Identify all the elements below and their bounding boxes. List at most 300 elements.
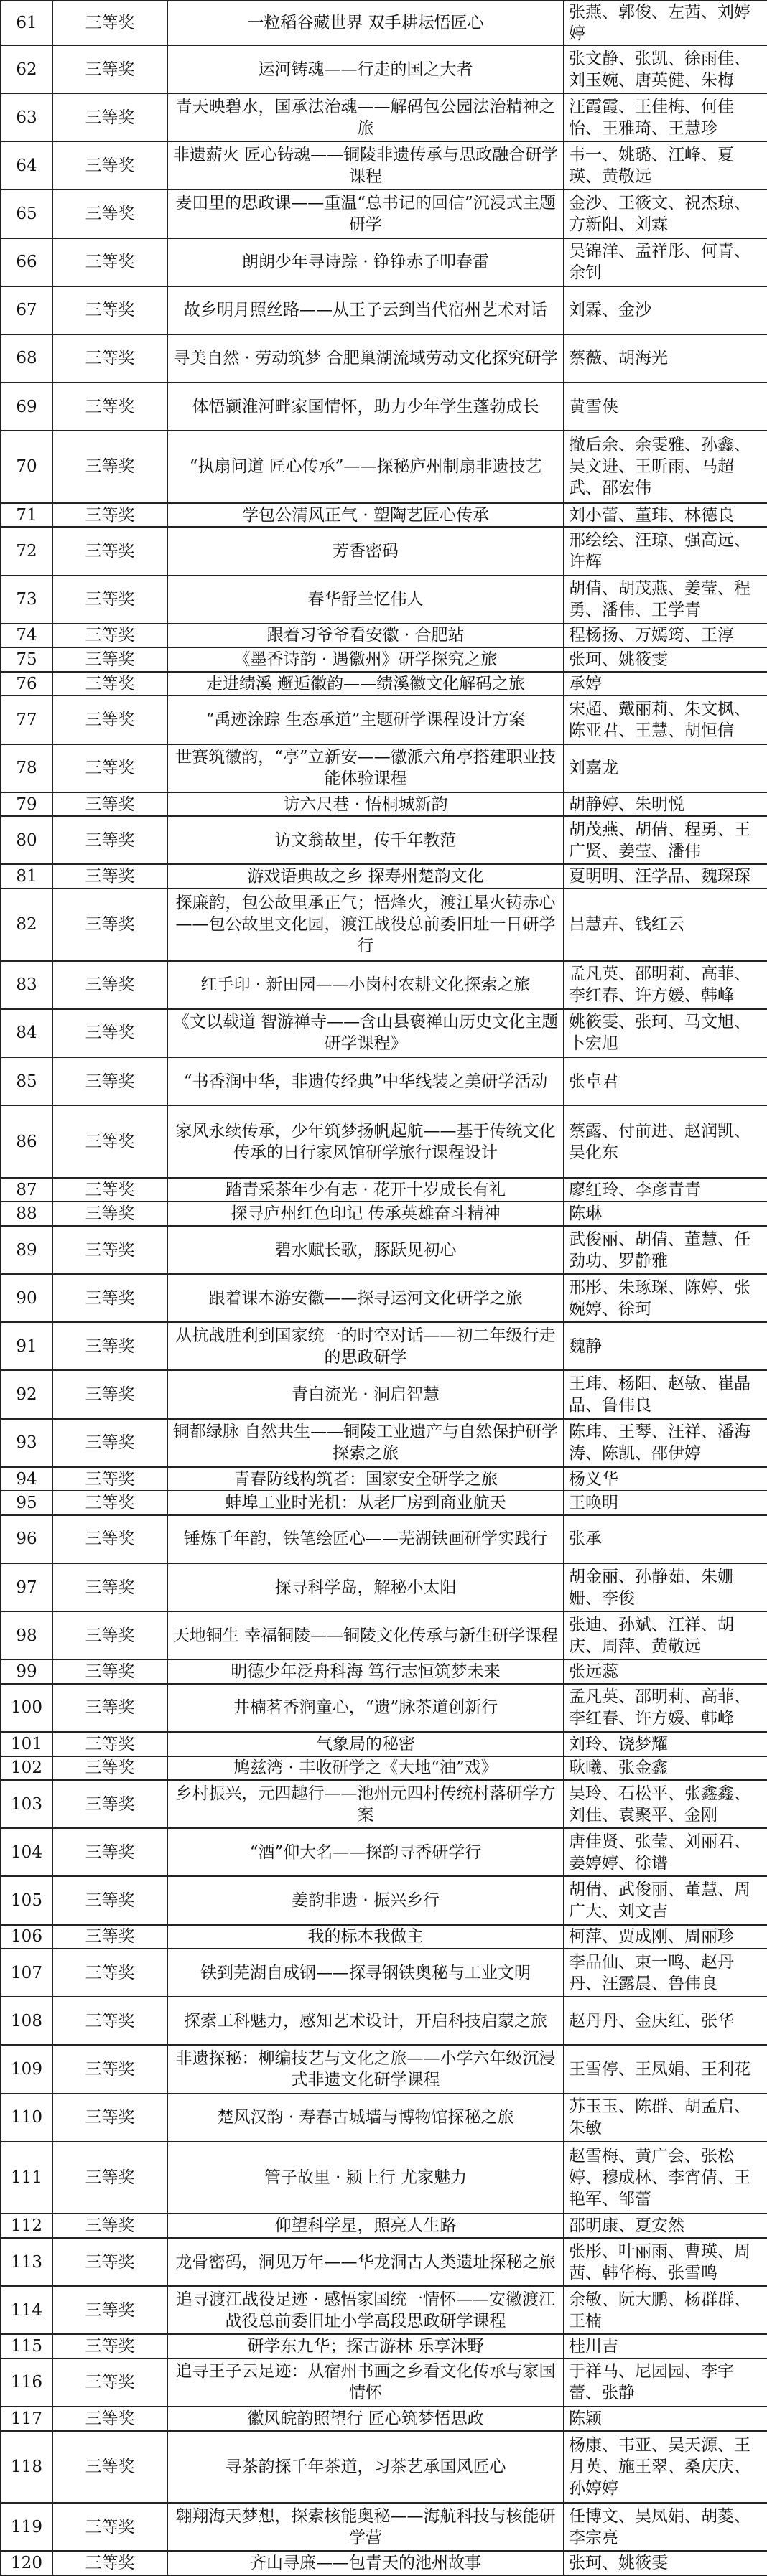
project-title: 踏青采茶年少有志 · 花开十岁成长有礼 xyxy=(167,1178,564,1202)
award-level: 三等奖 xyxy=(52,1563,167,1611)
award-level: 三等奖 xyxy=(52,1756,167,1781)
table-row xyxy=(1,1563,767,1611)
team-members: 邢彤、朱琢琛、陈婷、张婉婷、徐珂 xyxy=(564,1274,767,1322)
award-level: 三等奖 xyxy=(52,1419,167,1467)
row-number: 89 xyxy=(1,1226,52,1274)
row-number: 70 xyxy=(1,431,52,503)
project-title: “酒”仰大名——探韵寻香研学行 xyxy=(167,1828,564,1876)
team-members: 任博文、吴凤娟、胡菱、李宗亮 xyxy=(564,2503,767,2551)
row-number: 97 xyxy=(1,1563,52,1611)
row-number: 73 xyxy=(1,576,52,624)
team-members: 于祥马、尼园园、李宇蕾、张静 xyxy=(564,2359,767,2407)
award-level: 三等奖 xyxy=(52,2286,167,2334)
table-row xyxy=(1,889,767,961)
award-level: 三等奖 xyxy=(52,189,167,238)
team-members: 赵丹丹、金庆红、张华 xyxy=(564,1997,767,2045)
row-number: 87 xyxy=(1,1178,52,1202)
row-number: 76 xyxy=(1,672,52,696)
team-members: 撤后余、余雯雅、孙鑫、吴文进、王昕雨、马超武、邵宏伟 xyxy=(564,431,767,503)
table-row xyxy=(1,1515,767,1563)
row-number: 83 xyxy=(1,961,52,1009)
team-members: 胡茂燕、胡倩、程勇、王广贤、姜莹、潘伟 xyxy=(564,816,767,864)
project-title: 徽风皖韵照望行 匠心筑梦悟思政 xyxy=(167,2407,564,2431)
award-level: 三等奖 xyxy=(52,2045,167,2093)
row-number: 98 xyxy=(1,1611,52,1659)
row-number: 118 xyxy=(1,2431,52,2504)
table-row xyxy=(1,93,767,141)
award-level: 三等奖 xyxy=(52,1611,167,1659)
table-row xyxy=(1,503,767,528)
table-row xyxy=(1,1876,767,1924)
project-title: 访文翁故里，传千年教范 xyxy=(167,816,564,864)
row-number: 100 xyxy=(1,1684,52,1732)
award-level: 三等奖 xyxy=(52,695,167,744)
row-number: 69 xyxy=(1,383,52,431)
table-row xyxy=(1,1732,767,1756)
award-level: 三等奖 xyxy=(52,2551,167,2575)
team-members: 桂川吉 xyxy=(564,2334,767,2359)
row-number: 113 xyxy=(1,2238,52,2286)
table-row xyxy=(1,576,767,624)
project-title: 跟着课本游安徽——探寻运河文化研学之旅 xyxy=(167,1274,564,1322)
project-title: 楚风汉韵 · 寿春古城墙与博物馆探秘之旅 xyxy=(167,2094,564,2142)
team-members: 吕慧卉、钱红云 xyxy=(564,889,767,961)
row-number: 111 xyxy=(1,2142,52,2214)
team-members: 刘玲、饶梦耀 xyxy=(564,1732,767,1756)
team-members: 杨义华 xyxy=(564,1467,767,1491)
award-level: 三等奖 xyxy=(52,1732,167,1756)
team-members: 苏玉玉、陈群、胡孟启、朱敏 xyxy=(564,2094,767,2142)
row-number: 116 xyxy=(1,2359,52,2407)
team-members: 程杨扬、万嫣筠、王淳 xyxy=(564,624,767,648)
row-number: 102 xyxy=(1,1756,52,1781)
table-row xyxy=(1,695,767,744)
row-number: 96 xyxy=(1,1515,52,1563)
row-number: 74 xyxy=(1,624,52,648)
project-title: 春华舒兰忆伟人 xyxy=(167,576,564,624)
project-title: 管子故里 · 颍上行 尤家魅力 xyxy=(167,2142,564,2214)
award-level: 三等奖 xyxy=(52,889,167,961)
award-level: 三等奖 xyxy=(52,1009,167,1057)
project-title: 访六尺巷 · 悟桐城新韵 xyxy=(167,792,564,817)
team-members: 陈玮、王琴、汪祥、潘海涛、陈凯、邵伊婷 xyxy=(564,1419,767,1467)
row-number: 84 xyxy=(1,1009,52,1057)
row-number: 82 xyxy=(1,889,52,961)
award-level: 三等奖 xyxy=(52,334,167,383)
project-title: 青白流光 · 洞启智慧 xyxy=(167,1370,564,1418)
team-members: 邢绘绘、汪琼、强高远、许辉 xyxy=(564,527,767,575)
award-level: 三等奖 xyxy=(52,1949,167,1997)
table-row xyxy=(1,2238,767,2286)
row-number: 104 xyxy=(1,1828,52,1876)
table-row xyxy=(1,238,767,286)
award-level: 三等奖 xyxy=(52,1925,167,1949)
team-members: 武俊丽、胡倩、董慧、任劲功、罗静雅 xyxy=(564,1226,767,1274)
team-members: 张承 xyxy=(564,1515,767,1563)
table-row xyxy=(1,2407,767,2431)
table-row xyxy=(1,744,767,792)
row-number: 120 xyxy=(1,2551,52,2575)
award-level: 三等奖 xyxy=(52,2503,167,2551)
table-row xyxy=(1,383,767,431)
table-row xyxy=(1,1780,767,1828)
table-row xyxy=(1,1949,767,1997)
award-level: 三等奖 xyxy=(52,1467,167,1491)
project-title: 龙骨密码，洞见万年——华龙洞古人类遗址探秘之旅 xyxy=(167,2238,564,2286)
row-number: 109 xyxy=(1,2045,52,2093)
table-row xyxy=(1,45,767,93)
team-members: 赵雪梅、黄广会、张松婷、穆成林、李宵倩、王艳军、邹蕾 xyxy=(564,2142,767,2214)
award-level: 三等奖 xyxy=(52,2094,167,2142)
award-table-body xyxy=(1,1,767,2575)
row-number: 77 xyxy=(1,695,52,744)
project-title: 蚌埠工业时光机：从老厂房到商业航天 xyxy=(167,1491,564,1515)
award-level: 三等奖 xyxy=(52,431,167,503)
award-level: 三等奖 xyxy=(52,961,167,1009)
project-title: 《文以载道 智游禅寺——含山县褒禅山历史文化主题研学课程》 xyxy=(167,1009,564,1057)
table-row xyxy=(1,1925,767,1949)
table-row xyxy=(1,2503,767,2551)
award-level: 三等奖 xyxy=(52,647,167,672)
row-number: 95 xyxy=(1,1491,52,1515)
table-row xyxy=(1,1828,767,1876)
team-members: 黄雪侠 xyxy=(564,383,767,431)
table-row xyxy=(1,1,767,45)
table-row xyxy=(1,1370,767,1418)
team-members: 张珂、姚筱雯 xyxy=(564,647,767,672)
table-row xyxy=(1,334,767,383)
award-level: 三等奖 xyxy=(52,238,167,286)
row-number: 71 xyxy=(1,503,52,528)
project-title: 走进绩溪 邂逅徽韵——绩溪徽文化解码之旅 xyxy=(167,672,564,696)
table-row xyxy=(1,286,767,334)
row-number: 112 xyxy=(1,2214,52,2238)
row-number: 99 xyxy=(1,1659,52,1684)
team-members: 汪霞霞、王佳梅、何佳怡、王雅琦、王慧珍 xyxy=(564,93,767,141)
project-title: 青春防线构筑者：国家安全研学之旅 xyxy=(167,1467,564,1491)
team-members: 金沙、王筱文、祝杰琼、方新阳、刘霖 xyxy=(564,189,767,238)
table-row xyxy=(1,2142,767,2214)
award-level: 三等奖 xyxy=(52,527,167,575)
row-number: 93 xyxy=(1,1419,52,1467)
project-title: 井楠茗香润童心，“遗”脉茶道创新行 xyxy=(167,1684,564,1732)
project-title: 研学东九华；探古游林 乐享沐野 xyxy=(167,2334,564,2359)
project-title: 跟着习爷爷看安徽 · 合肥站 xyxy=(167,624,564,648)
table-row xyxy=(1,647,767,672)
row-number: 86 xyxy=(1,1105,52,1178)
table-row xyxy=(1,189,767,238)
table-row xyxy=(1,1467,767,1491)
row-number: 65 xyxy=(1,189,52,238)
table-row xyxy=(1,2551,767,2575)
team-members: 承婷 xyxy=(564,672,767,696)
project-title: 姜韵非遗 · 振兴乡行 xyxy=(167,1876,564,1924)
project-title: 非遗探秘：柳编技艺与文化之旅——小学六年级沉浸式非遗文化研学课程 xyxy=(167,2045,564,2093)
award-level: 三等奖 xyxy=(52,1370,167,1418)
project-title: 游戏语典故之乡 探寿州楚韵文化 xyxy=(167,864,564,889)
award-level: 三等奖 xyxy=(52,1780,167,1828)
row-number: 92 xyxy=(1,1370,52,1418)
award-level: 三等奖 xyxy=(52,576,167,624)
project-title: 乡村振兴，元四趣行——池州元四村传统村落研学方案 xyxy=(167,1780,564,1828)
table-row xyxy=(1,431,767,503)
project-title: 非遗薪火 匠心铸魂——铜陵非遗传承与思政融合研学课程 xyxy=(167,141,564,189)
team-members: 陈颖 xyxy=(564,2407,767,2431)
table-row xyxy=(1,1491,767,1515)
table-row xyxy=(1,2334,767,2359)
row-number: 103 xyxy=(1,1780,52,1828)
project-title: 学包公清风正气 · 塑陶艺匠心传承 xyxy=(167,503,564,528)
team-members: 宋超、戴丽莉、朱文枫、陈亚君、王慧、胡恒信 xyxy=(564,695,767,744)
row-number: 63 xyxy=(1,93,52,141)
row-number: 108 xyxy=(1,1997,52,2045)
project-title: 仰望科学星，照亮人生路 xyxy=(167,2214,564,2238)
award-level: 三等奖 xyxy=(52,503,167,528)
team-members: 张珂、姚筱雯 xyxy=(564,2551,767,2575)
row-number: 88 xyxy=(1,1202,52,1226)
row-number: 114 xyxy=(1,2286,52,2334)
project-title: 故乡明月照丝路——从王子云到当代宿州艺术对话 xyxy=(167,286,564,334)
row-number: 67 xyxy=(1,286,52,334)
table-row xyxy=(1,1057,767,1105)
table-row xyxy=(1,1274,767,1322)
team-members: 邵明康、夏安然 xyxy=(564,2214,767,2238)
table-row xyxy=(1,1684,767,1732)
row-number: 61 xyxy=(1,1,52,45)
project-title: 追寻渡江战役足迹 · 感悟家国统一情怀——安徽渡江战役总前委旧址小学高段思政研学课程 xyxy=(167,2286,564,2334)
team-members: 胡倩、胡茂燕、姜莹、程勇、潘伟、王学青 xyxy=(564,576,767,624)
team-members: 耿曦、张金鑫 xyxy=(564,1756,767,1781)
award-level: 三等奖 xyxy=(52,1491,167,1515)
table-row xyxy=(1,1659,767,1684)
project-title: 我的标本我做主 xyxy=(167,1925,564,1949)
row-number: 62 xyxy=(1,45,52,93)
table-row xyxy=(1,2359,767,2407)
team-members: 刘小蕾、董玮、林德良 xyxy=(564,503,767,528)
row-number: 117 xyxy=(1,2407,52,2431)
project-title: 运河铸魂——行走的国之大者 xyxy=(167,45,564,93)
row-number: 80 xyxy=(1,816,52,864)
award-level: 三等奖 xyxy=(52,1178,167,1202)
team-members: 吴玲、石松平、张鑫鑫、刘佳、袁聚平、金刚 xyxy=(564,1780,767,1828)
award-level: 三等奖 xyxy=(52,1322,167,1370)
award-level: 三等奖 xyxy=(52,624,167,648)
table-row xyxy=(1,1105,767,1178)
project-title: 青天映碧水，国承法治魂——解码包公园法治精神之旅 xyxy=(167,93,564,141)
row-number: 107 xyxy=(1,1949,52,1997)
project-title: “禹迹涂踪 生态承道”主题研学课程设计方案 xyxy=(167,695,564,744)
row-number: 78 xyxy=(1,744,52,792)
project-title: 家风永续传承，少年筑梦扬帆起航——基于传统文化传承的日行家风馆研学旅行课程设计 xyxy=(167,1105,564,1178)
row-number: 66 xyxy=(1,238,52,286)
award-level: 三等奖 xyxy=(52,1105,167,1178)
row-number: 85 xyxy=(1,1057,52,1105)
team-members: 胡倩、武俊丽、董慧、周广大、刘文吉 xyxy=(564,1876,767,1924)
project-title: 探寻庐州红色印记 传承英雄奋斗精神 xyxy=(167,1202,564,1226)
award-level: 三等奖 xyxy=(52,141,167,189)
table-row xyxy=(1,2094,767,2142)
project-title: 寻茶韵探千年茶道，习茶艺承国风匠心 xyxy=(167,2431,564,2504)
project-title: 一粒稻谷藏世界 双手耕耘悟匠心 xyxy=(167,1,564,45)
award-level: 三等奖 xyxy=(52,45,167,93)
team-members: 韦一、姚璐、汪峰、夏瑛、黄敬远 xyxy=(564,141,767,189)
award-level: 三等奖 xyxy=(52,93,167,141)
project-title: 鸠兹湾 · 丰收研学之《大地“油”戏》 xyxy=(167,1756,564,1781)
award-level: 三等奖 xyxy=(52,864,167,889)
team-members: 唐佳贤、张莹、刘丽君、姜婷婷、徐谱 xyxy=(564,1828,767,1876)
award-level: 三等奖 xyxy=(52,1684,167,1732)
project-title: 从抗战胜利到国家统一的时空对话——初二年级行走的思政研学 xyxy=(167,1322,564,1370)
table-row xyxy=(1,2286,767,2334)
table-row xyxy=(1,816,767,864)
project-title: 碧水赋长歌，豚跃见初心 xyxy=(167,1226,564,1274)
team-members: 王唤明 xyxy=(564,1491,767,1515)
row-number: 91 xyxy=(1,1322,52,1370)
project-title: 探寻科学岛，解秘小太阳 xyxy=(167,1563,564,1611)
row-number: 90 xyxy=(1,1274,52,1322)
table-row xyxy=(1,527,767,575)
award-level: 三等奖 xyxy=(52,1876,167,1924)
table-row xyxy=(1,1226,767,1274)
award-level: 三等奖 xyxy=(52,2238,167,2286)
project-title: 芳香密码 xyxy=(167,527,564,575)
award-level: 三等奖 xyxy=(52,792,167,817)
award-level: 三等奖 xyxy=(52,2359,167,2407)
award-level: 三等奖 xyxy=(52,2142,167,2214)
row-number: 106 xyxy=(1,1925,52,1949)
team-members: 王雪停、王凤娟、王利花 xyxy=(564,2045,767,2093)
award-level: 三等奖 xyxy=(52,2214,167,2238)
project-title: 明德少年泛舟科海 笃行志恒筑梦未来 xyxy=(167,1659,564,1684)
award-level: 三等奖 xyxy=(52,672,167,696)
row-number: 94 xyxy=(1,1467,52,1491)
row-number: 101 xyxy=(1,1732,52,1756)
award-level: 三等奖 xyxy=(52,2334,167,2359)
table-row xyxy=(1,141,767,189)
team-members: 余敏、阮大鹏、杨群群、王楠 xyxy=(564,2286,767,2334)
team-members: 杨康、韦亚、吴天源、王月英、施王翠、桑庆庆、孙婷婷 xyxy=(564,2431,767,2504)
project-title: 《墨香诗韵 · 遇徽州》研学探究之旅 xyxy=(167,647,564,672)
team-members: 夏明明、汪学品、魏琛琛 xyxy=(564,864,767,889)
team-members: 陈琳 xyxy=(564,1202,767,1226)
team-members: 张燕、郭俊、左茜、刘婷婷 xyxy=(564,1,767,45)
project-title: 铁到芜湖自成钢——探寻钢铁奥秘与工业文明 xyxy=(167,1949,564,1997)
table-row xyxy=(1,1178,767,1202)
table-row xyxy=(1,864,767,889)
table-row xyxy=(1,1997,767,2045)
project-title: 追寻王子云足迹：从宿州书画之乡看文化传承与家国情怀 xyxy=(167,2359,564,2407)
award-level: 三等奖 xyxy=(52,1997,167,2045)
team-members: 胡金丽、孙静茹、朱姗姗、李俊 xyxy=(564,1563,767,1611)
project-title: 铜都绿脉 自然共生——铜陵工业遗产与自然保护研学探索之旅 xyxy=(167,1419,564,1467)
team-members: 吴锦洋、孟祥彤、何青、余钊 xyxy=(564,238,767,286)
row-number: 75 xyxy=(1,647,52,672)
award-level: 三等奖 xyxy=(52,1659,167,1684)
project-title: 朗朗少年寻诗踪 · 铮铮赤子叩春雷 xyxy=(167,238,564,286)
award-level: 三等奖 xyxy=(52,286,167,334)
table-row xyxy=(1,1419,767,1467)
row-number: 119 xyxy=(1,2503,52,2551)
team-members: 张彤、叶丽雨、曹瑛、周茜、韩华梅、张雪鸣 xyxy=(564,2238,767,2286)
award-level: 三等奖 xyxy=(52,1274,167,1322)
award-level: 三等奖 xyxy=(52,383,167,431)
table-row xyxy=(1,1009,767,1057)
team-members: 张远蕊 xyxy=(564,1659,767,1684)
project-title: 寻美自然 · 劳动筑梦 合肥巢湖流域劳动文化探究研学 xyxy=(167,334,564,383)
team-members: 张卓君 xyxy=(564,1057,767,1105)
project-title: 红手印 · 新田园——小岗村农耕文化探索之旅 xyxy=(167,961,564,1009)
table-row xyxy=(1,961,767,1009)
award-level: 三等奖 xyxy=(52,1202,167,1226)
team-members: 李品仙、束一鸣、赵丹丹、汪露晨、鲁伟良 xyxy=(564,1949,767,1997)
project-title: 齐山寻廉——包青天的池州故事 xyxy=(167,2551,564,2575)
project-title: “书香润中华，非遗传经典”中华线装之美研学活动 xyxy=(167,1057,564,1105)
award-level: 三等奖 xyxy=(52,2431,167,2504)
team-members: 柯萍、贾成刚、周丽珍 xyxy=(564,1925,767,1949)
project-title: 翱翔海天梦想，探索核能奥秘——海航科技与核能研学营 xyxy=(167,2503,564,2551)
table-row xyxy=(1,2214,767,2238)
row-number: 79 xyxy=(1,792,52,817)
table-row xyxy=(1,1611,767,1659)
award-level: 三等奖 xyxy=(52,1828,167,1876)
team-members: 张文静、张凯、徐雨佳、刘玉婉、唐英健、朱梅 xyxy=(564,45,767,93)
project-title: 天地铜生 幸福铜陵——铜陵文化传承与新生研学课程 xyxy=(167,1611,564,1659)
team-members: 刘嘉龙 xyxy=(564,744,767,792)
row-number: 68 xyxy=(1,334,52,383)
project-title: 体悟颍淮河畔家国情怀，助力少年学生蓬勃成长 xyxy=(167,383,564,431)
table-row xyxy=(1,1756,767,1781)
award-level: 三等奖 xyxy=(52,1,167,45)
team-members: 廖红玲、李彦青青 xyxy=(564,1178,767,1202)
team-members: 姚筱雯、张珂、马文旭、卜宏旭 xyxy=(564,1009,767,1057)
award-level: 三等奖 xyxy=(52,2407,167,2431)
row-number: 105 xyxy=(1,1876,52,1924)
award-level: 三等奖 xyxy=(52,744,167,792)
row-number: 110 xyxy=(1,2094,52,2142)
project-title: 麦田里的思政课——重温“总书记的回信”沉浸式主题研学 xyxy=(167,189,564,238)
table-row xyxy=(1,1202,767,1226)
table-row xyxy=(1,792,767,817)
project-title: 探索工科魅力，感知艺术设计，开启科技启蒙之旅 xyxy=(167,1997,564,2045)
table-row xyxy=(1,2045,767,2093)
project-title: 气象局的秘密 xyxy=(167,1732,564,1756)
team-members: 王玮、杨阳、赵敏、崔晶晶、鲁伟良 xyxy=(564,1370,767,1418)
award-level: 三等奖 xyxy=(52,1515,167,1563)
award-level: 三等奖 xyxy=(52,816,167,864)
row-number: 81 xyxy=(1,864,52,889)
award-level: 三等奖 xyxy=(52,1057,167,1105)
project-title: “执扇问道 匠心传承”——探秘庐州制扇非遗技艺 xyxy=(167,431,564,503)
table-row xyxy=(1,624,767,648)
team-members: 魏静 xyxy=(564,1322,767,1370)
team-members: 蔡薇、胡海光 xyxy=(564,334,767,383)
team-members: 刘霖、金沙 xyxy=(564,286,767,334)
project-title: 探廉韵，包公故里承正气；悟烽火，渡江星火铸赤心——包公故里文化园，渡江战役总前委旧址一日研学行 xyxy=(167,889,564,961)
team-members: 蔡露、付前进、赵润凯、吴化东 xyxy=(564,1105,767,1178)
table-row xyxy=(1,2431,767,2504)
row-number: 115 xyxy=(1,2334,52,2359)
project-title: 锤炼千年韵，铁笔绘匠心——芜湖铁画研学实践行 xyxy=(167,1515,564,1563)
project-title: 世赛筑徽韵，“亭”立新安——徽派六角亭搭建职业技能体验课程 xyxy=(167,744,564,792)
team-members: 张迪、孙斌、汪祥、胡庆、周萍、黄敬远 xyxy=(564,1611,767,1659)
table-row xyxy=(1,672,767,696)
team-members: 孟凡英、邵明莉、高菲、李红春、许方媛、韩峰 xyxy=(564,1684,767,1732)
table-row xyxy=(1,1322,767,1370)
team-members: 孟凡英、邵明莉、高菲、李红春、许方媛、韩峰 xyxy=(564,961,767,1009)
award-level: 三等奖 xyxy=(52,1226,167,1274)
team-members: 胡静婷、朱明悦 xyxy=(564,792,767,817)
row-number: 72 xyxy=(1,527,52,575)
